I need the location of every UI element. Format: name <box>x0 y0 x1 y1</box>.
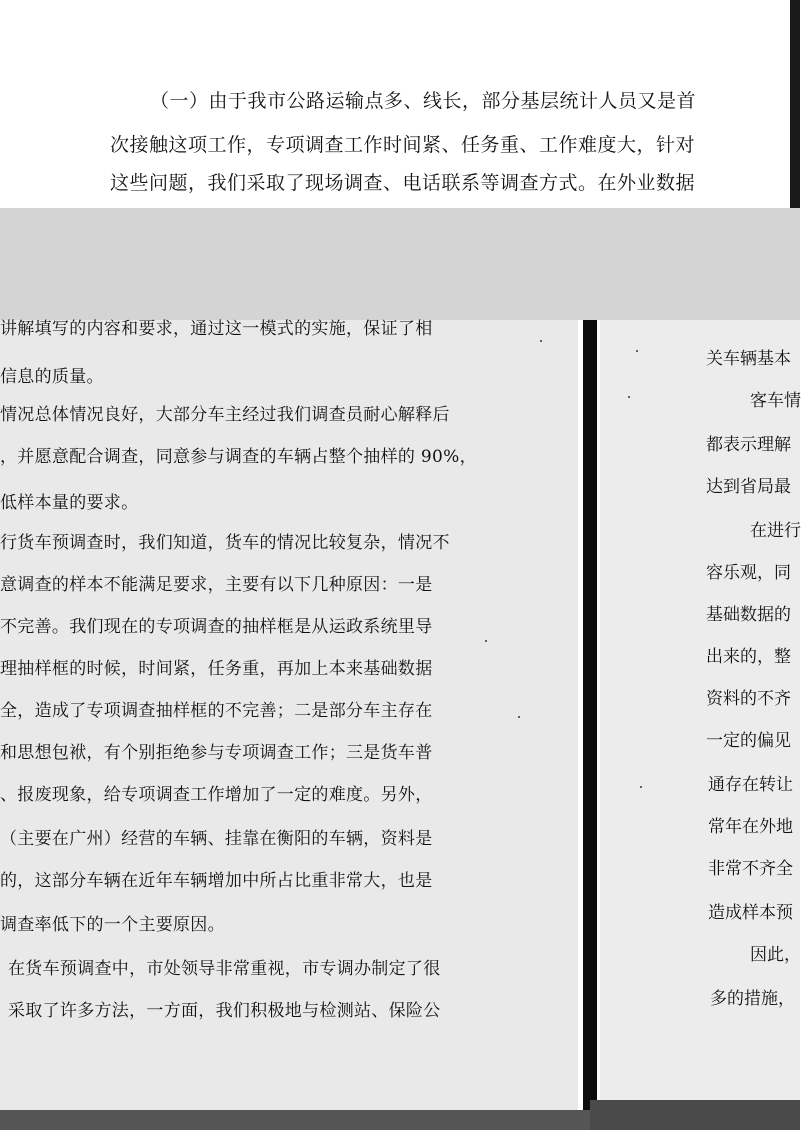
binding-shadow <box>583 320 597 1110</box>
text-line: ，并愿意配合调查，同意参与调查的车辆占整个抽样的 90%， <box>0 447 477 467</box>
scan-edge <box>790 0 800 215</box>
text-line: 在进行 <box>750 521 801 541</box>
text-line: 因此， <box>750 945 801 965</box>
scan-speck <box>628 396 630 398</box>
text-line: 客车情 <box>750 391 801 411</box>
scan-speck <box>640 786 642 788</box>
text-line: （一）由于我市公路运输点多、线长，部分基层统计人员又是首 <box>150 90 697 112</box>
text-line: 情况总体情况良好，大部分车主经过我们调查员耐心解释后 <box>0 405 450 425</box>
text-line: 多的措施， <box>710 989 795 1009</box>
text-line: 和思想包袱，有个别拒绝参与专项调查工作；三是货车普 <box>0 743 433 763</box>
text-line: 出来的，整 <box>706 647 791 667</box>
text-line: 理抽样框的时候，时间紧，任务重，再加上本来基础数据 <box>0 659 433 679</box>
text-line: 讲解填写的内容和要求，通过这一模式的实施，保证了相 <box>0 319 433 339</box>
scan-speck <box>485 640 487 642</box>
text-line: 调查率低下的一个主要原因。 <box>0 915 225 935</box>
text-line: 这些问题，我们采取了现场调查、电话联系等调查方式。在外业数据 <box>110 172 696 194</box>
text-line: 低样本量的要求。 <box>0 493 139 513</box>
text-line: 通存在转让 <box>708 775 793 795</box>
text-line: 不完善。我们现在的专项调查的抽样框是从运政系统里导 <box>0 617 433 637</box>
text-line: 、报废现象，给专项调查工作增加了一定的难度。另外， <box>0 785 433 805</box>
scan-speck <box>636 350 638 352</box>
text-line: 行货车预调查时，我们知道，货车的情况比较复杂，情况不 <box>0 533 450 553</box>
text-line: 采取了许多方法，一方面，我们积极地与检测站、保险公 <box>8 1001 441 1021</box>
text-line: 达到省局最 <box>706 477 791 497</box>
text-line: 次接触这项工作，专项调查工作时间紧、任务重、工作难度大，针对 <box>110 134 696 156</box>
text-line: 资料的不齐 <box>706 689 791 709</box>
text-line: 关车辆基本 <box>706 349 791 369</box>
scan-speck <box>540 340 542 342</box>
text-line: 造成样本预 <box>708 903 793 923</box>
scan-speck <box>518 716 520 718</box>
text-line: 都表示理解 <box>706 435 791 455</box>
text-line: 意调查的样本不能满足要求，主要有以下几种原因：一是 <box>0 575 433 595</box>
text-line: 全，造成了专项调查抽样框的不完善；二是部分车主存在 <box>0 701 433 721</box>
right-page <box>600 320 800 1110</box>
text-line: 一定的偏见 <box>706 731 791 751</box>
left-page <box>0 320 578 1110</box>
text-line: 信息的质量。 <box>0 367 104 387</box>
scan-bottom-edge-right <box>590 1100 800 1130</box>
text-line: 基础数据的 <box>706 605 791 625</box>
text-line: 在货车预调查中，市处领导非常重视，市专调办制定了很 <box>8 959 441 979</box>
text-line: 常年在外地 <box>708 817 793 837</box>
text-line: 的，这部分车辆在近年车辆增加中所占比重非常大，也是 <box>0 871 433 891</box>
scanner-band <box>0 208 800 320</box>
text-line: 容乐观，同 <box>706 563 791 583</box>
upper-page <box>0 0 800 215</box>
text-line: 非常不齐全 <box>708 859 793 879</box>
text-line: （主要在广州）经营的车辆、挂靠在衡阳的车辆，资料是 <box>0 829 433 849</box>
